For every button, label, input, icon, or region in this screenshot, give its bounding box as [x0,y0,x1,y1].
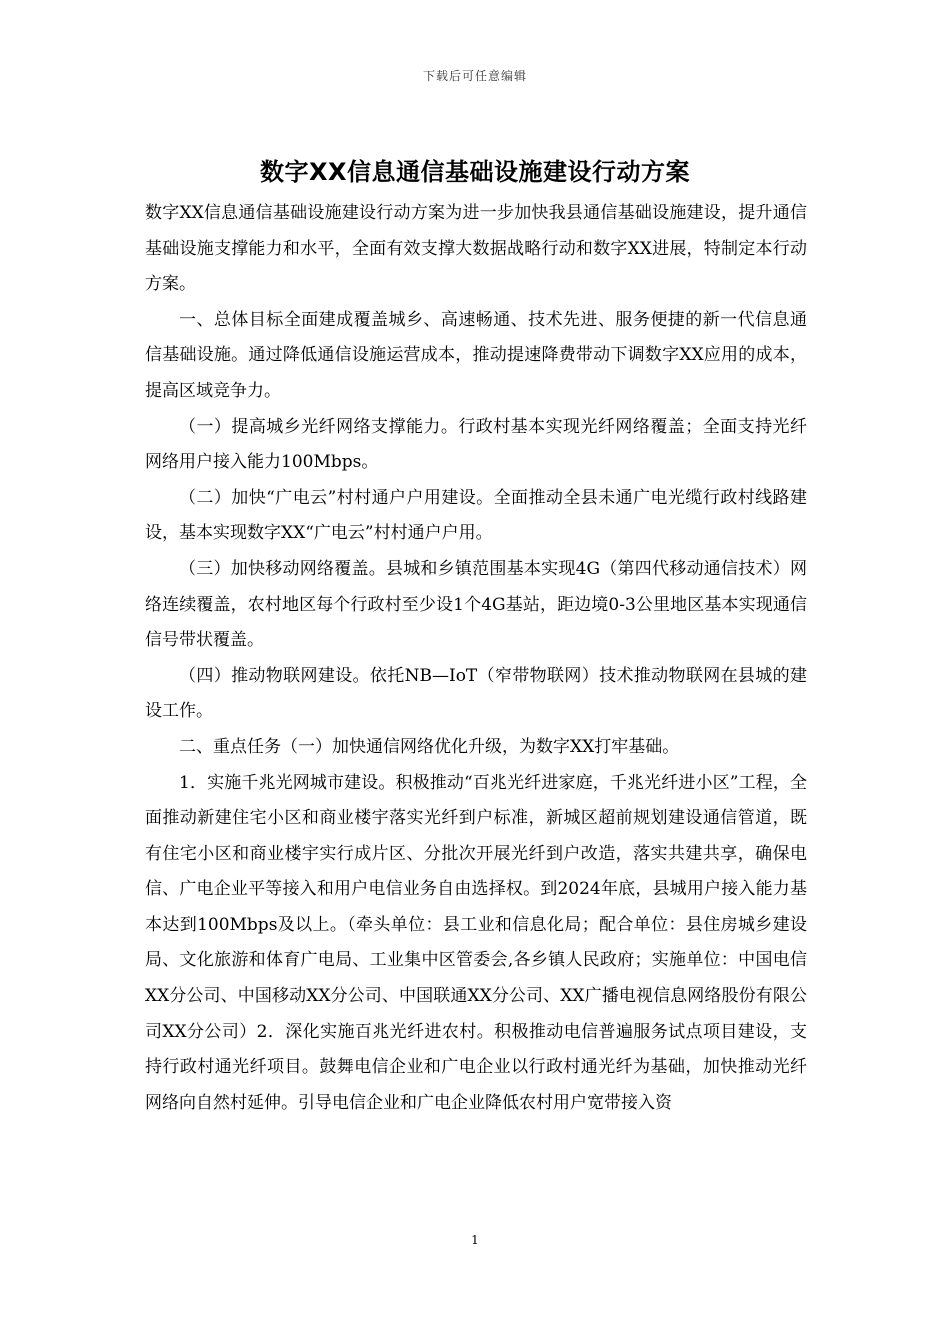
paragraph-goal-2: （二）加快“广电云”村村通户户用建设。全面推动全县未通广电光缆行政村线路建设，基本实现数字XX“广电云”村村通户户用。 [145,487,807,544]
document-title: 数字XX信息通信基础设施建设行动方案 [259,158,690,186]
document-body [145,196,807,1121]
paragraph-overall-goal: 一、总体目标全面建成覆盖城乡、高速畅通、技术先进、服务便捷的新一代信息通信基础设施。通过降低通信设施运营成本，推动提速降费带动下调数字XX应用的成本，提高区域竞争力。 [145,309,807,401]
paragraph-intro: 数字XX信息通信基础设施建设行动方案为进一步加快我县通信基础设施建设，提升通信基础设施支撑能力和水平，全面有效支撑大数据战略行动和数字XX进展，特制定本行动方案。 [145,203,807,295]
paragraph-goal-1: （一）提高城乡光纤网络支撑能力。行政村基本实现光纤网络覆盖；全面支持光纤网络用户接入能力100Mbps。 [145,416,807,473]
paragraph-key-tasks: 二、重点任务（一）加快通信网络优化升级，为数字XX打牢基础。 [179,736,680,757]
header-note: 下载后可任意编辑 [422,69,527,83]
paragraph-goal-3: （三）加快移动网络覆盖。县城和乡镇范围基本实现4G（第四代移动通信技术）网络连续覆盖，农村地区每个行政村至少设1个4G基站，距边境0-3公里地区基本实现通信信号带状覆盖。 [145,558,807,651]
page-number: 1 [471,1233,479,1247]
paragraph-task-1: 1．实施千兆光网城市建设。积极推动“百兆光纤进家庭，千兆光纤进小区”工程，全面推动新建住宅小区和商业楼宇落实光纤到户标准，新城区超前规划建设通信管道，既有住宅小区和商业楼宇实行成片区、分批次开展光纤到户改造，落实共建共享，确保电信、广电企业平等接入和用户电信业务自由选择权。到2024年底，县城用户接入能力基本达到100Mbps及以上。（牵头单位：县工业和信息化局；配合单位：县住房城乡建设局、文化旅游和体育广电局、工业集中区管委会,各乡镇人民政府；实施单位：中国电信XX分公司、中国移动XX分公司、中国联通XX分公司、XX广播电视信息网络股份有限公司XX分公司）2．深化实施百兆光纤进农村。积极推动电信普遍服务试点项目建设，支持行政村通光纤项目。鼓舞电信企业和广电企业以行政村通光纤为基础，加快推动光纤网络向自然村延伸。引导电信企业和广电企业降低农村用户宽带接入资 [145,772,807,1113]
paragraph-goal-4: （四）推动物联网建设。依托NB—IoT（窄带物联网）技术推动物联网在县城的建设工作。 [145,665,807,722]
